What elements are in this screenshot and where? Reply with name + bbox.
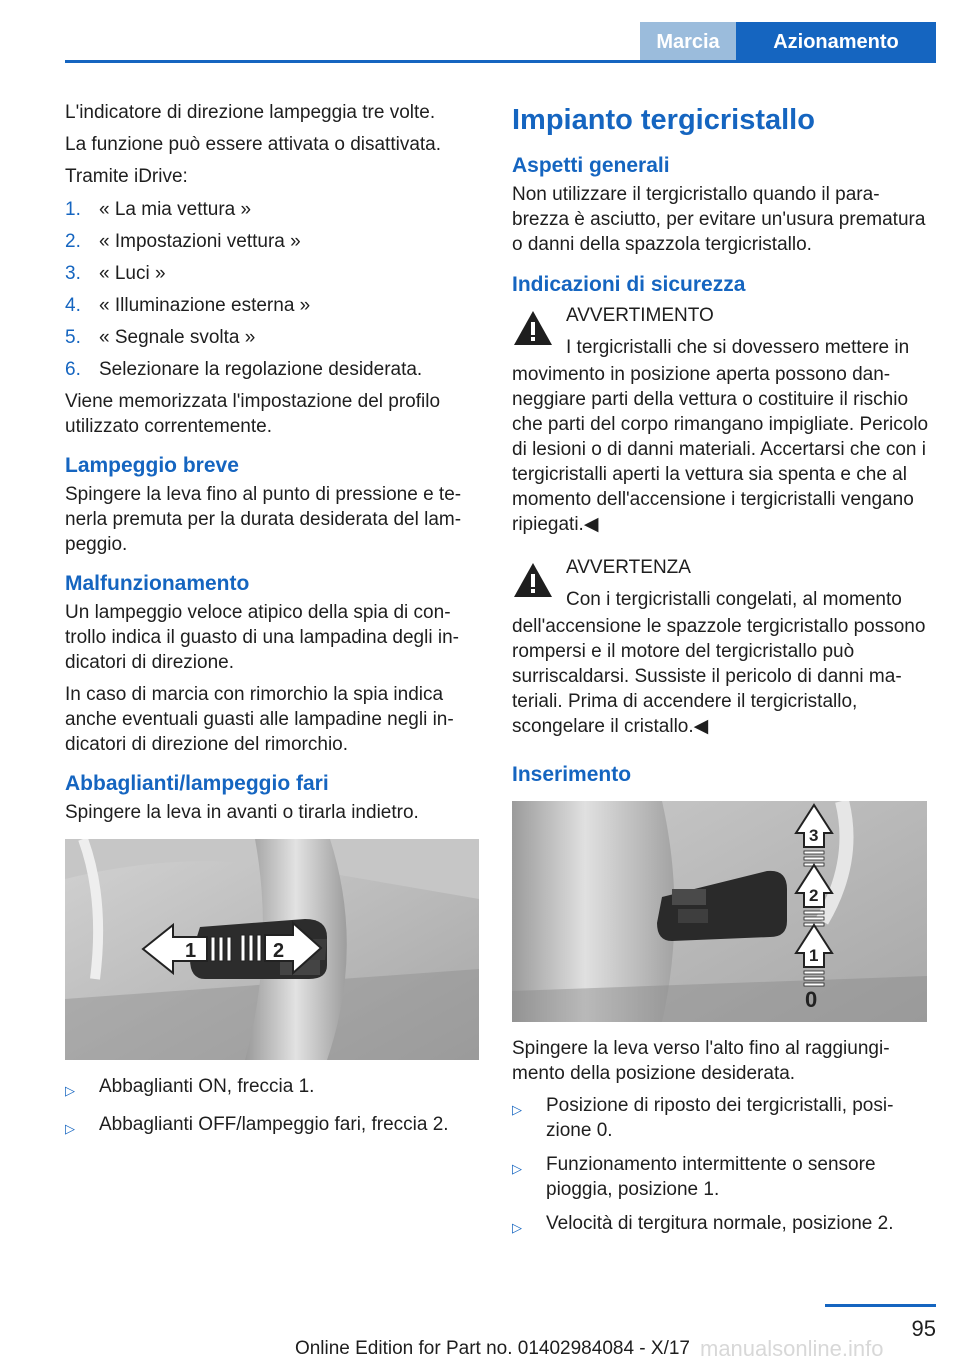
bullet-item [512,1211,930,1240]
triangle-bullet-icon: ▷ [65,1121,75,1136]
section-heading-activation: Inserimento [512,763,632,786]
step-text: « Illuminazione esterna » [99,295,311,316]
step-item [65,325,479,350]
header-chapter-tab: Azionamento [736,22,936,62]
wiper-system-title: Impianto tergicristallo [512,104,815,136]
intro-line-3: Tramite iDrive: [65,166,188,187]
header-section-tab: Marcia [640,22,736,62]
step-text: « Impostazioni vettura » [99,231,301,252]
bullet-item [512,1093,930,1143]
edition-note: Online Edition for Part no. 01402984084 - X/17 [294,1338,690,1359]
profile-note: Viene memorizzata l'impostazione del profilo utilizzato correntemente. [65,391,441,437]
position-label-0: 0 [805,987,818,1012]
warning-2-first-line: Con i tergicristalli congelati, al momento [566,589,902,610]
section-heading-general: Aspetti generali [512,154,670,177]
arrow-label-2: 2 [273,940,285,962]
high-beam-bullets [65,1074,479,1141]
wiper-position-bullets [512,1093,930,1240]
warning-block-2 [512,555,930,612]
general-text: Non utilizzare il tergicristallo quando il parabrezza è asciutto, per evitare un'usura prematura o danni della spazzola tergicristallo. [512,184,926,255]
warning-1-first-line: I tergicristalli che si dovessero mettere in [566,337,910,358]
step-text: « La mia vettura » [99,199,252,220]
bullet-item [65,1074,479,1103]
triangle-bullet-icon: ▷ [512,1161,522,1176]
step-number: 3. [65,263,81,284]
position-label-2: 2 [809,886,819,905]
idrive-steps [65,197,479,382]
step-item [65,261,479,286]
bullet-item [65,1112,479,1141]
footer-rule [825,1304,936,1307]
step-number: 4. [65,295,81,316]
step-text: « Segnale svolta » [99,327,256,348]
warning-1-label: AVVERTIMENTO [566,305,714,326]
step-number: 5. [65,327,81,348]
step-text: « Luci » [99,263,166,284]
bullet-text: Posizione di riposto dei tergicristalli, posizione 0. [546,1095,894,1141]
bullet-text: Velocità di tergitura normale, posizione 2. [546,1213,894,1234]
turn-signal-lever-figure [65,839,479,1060]
warning-triangle-icon [512,303,566,360]
step-item [65,357,479,382]
warning-block-1 [512,303,930,360]
position-label-3: 3 [809,826,819,845]
wiper-lever-illustration [512,801,927,1022]
left-column [65,100,479,1150]
triangle-bullet-icon: ▷ [512,1102,522,1117]
high-beam-text: Spingere la leva in avanti o tirarla indietro. [65,802,419,823]
warning-1-body [566,303,909,360]
malfunction-text-2: In caso di marcia con rimorchio la spia indica anche eventuali guasti alle lampadine negli indicatori di direzione del rimorchio. [65,684,454,755]
position-label-1: 1 [809,946,819,965]
watermark: manualsonline.info [700,1336,884,1361]
arrow-label-1: 1 [185,940,197,962]
warning-2-label: AVVERTENZA [566,557,691,578]
intro-line-1: L'indicatore di direzione lampeggia tre volte. [65,102,436,123]
warning-2-text: dell'accensione le spazzole tergicristallo possono rompersi e il motore del tergicristallo può surriscaldarsi. Sussiste il pericolo di danni materiali. Prima di accendere il tergicristallo, scongelare il cristallo.◀ [512,616,926,737]
header-rule [65,60,936,63]
step-item [65,293,479,318]
triangle-bullet-icon: ▷ [65,1083,75,1098]
warning-2-body [566,555,902,612]
section-heading-safety: Indicazioni di sicurezza [512,273,746,296]
bullet-item [512,1152,930,1202]
section-heading-short-flash: Lampeggio breve [65,454,239,477]
lever-illustration [65,839,479,1060]
step-number: 6. [65,359,81,380]
triangle-bullet-icon: ▷ [512,1220,522,1235]
step-item [65,197,479,222]
page-number: 95 [911,1316,936,1341]
step-number: 1. [65,199,81,220]
short-flash-text: Spingere la leva fino al punto di pressione e tenerla premuta per la durata desiderata del lampeggio. [65,484,462,555]
activation-text: Spingere la leva verso l'alto fino al raggiungimento della posizione desiderata. [512,1038,890,1084]
section-heading-malfunction: Malfunzionamento [65,572,250,595]
section-heading-high-beam: Abbaglianti/lampeggio fari [65,772,329,795]
bullet-text: Abbaglianti ON, freccia 1. [99,1076,315,1097]
step-text: Selezionare la regolazione desiderata. [99,359,423,380]
warning-triangle-icon [512,555,566,612]
right-column [512,100,930,1249]
malfunction-text-1: Un lampeggio veloce atipico della spia di controllo indica il guasto di una lampadina degli indicatori di direzione. [65,602,459,673]
step-item [65,229,479,254]
intro-line-2: La funzione può essere attivata o disattivata. [65,134,442,155]
warning-1-text: movimento in posizione aperta possono danneggiare parti della vettura o costituire il rischio che parti del corpo rimangano impigliate. Pericolo di lesioni o di danni materiali. Accertarsi che con i tergicristalli aperti la vettura sia spenta e che al momento dell'accensione i tergicristalli vengano ripiegati.◀ [512,364,929,535]
step-number: 2. [65,231,81,252]
wiper-lever-figure [512,801,927,1022]
bullet-text: Abbaglianti OFF/lampeggio fari, freccia 2. [99,1114,449,1135]
bullet-text: Funzionamento intermittente o sensore pioggia, posizione 1. [546,1154,876,1200]
